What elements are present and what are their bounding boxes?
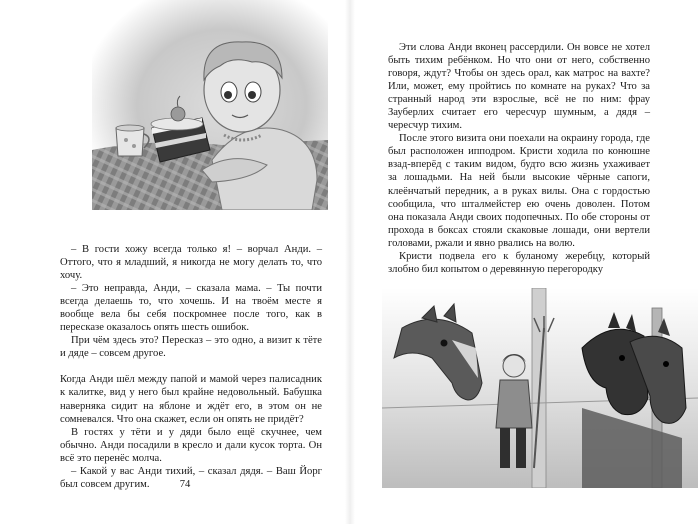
- paragraph: Эти слова Анди вконец рассердили. Он вовсе не хотел быть тихим ребёнком. Но что они от него, собственно говоря, ждут? Чтобы он здесь орал, как матрос на вахте? Или, может, ему пройтись по комнате на руках? Что за странный народ эти взрослые, всё не по ним: фрау Зауберлих считает его чересчур шумным, а дядя – чересчур тихим.: [388, 42, 650, 132]
- paragraph: После этого визита они поехали на окраину города, где был расположен ипподром. Кристи ходила по конюшне взад-вперёд с таким видом, будто всю жизнь ухаживает за лошадьми. На ней были высокие чёрные сапоги, клеёнчатый передник, а в руках вилы. Она с гордостью сообщила, что шталмейстер ею очень доволен. Потом она показала Анди своих подопечных. По обе стороны от прохода в боксах стояли скаковые лошади, они вертели головами, ржали и явно рвались на волю.: [388, 133, 650, 249]
- paragraph: – В гости хожу всегда только я! – ворчал Анди. – Оттого, что я младший, я никогда не могу делать то, что хочу.: [60, 244, 322, 282]
- horses-girl-illustration: [382, 288, 698, 488]
- right-page: [352, 0, 699, 524]
- paragraph: В гостях у тёти и у дяди было ещё скучнее, чем обычно. Анди посадили в кресло и дали кусок торта. Он всё это перенёс молча.: [60, 426, 322, 464]
- paragraph: – Это неправда, Анди, – сказала мама. – Ты почти всегда делаешь то, что хочешь. И на твоём месте я вообще вела бы себя поскромнее после того, как в пересказе оказалось опять шесть ошибок.: [60, 283, 322, 334]
- paragraph: – Какой у вас Анди тихий, – сказал дядя. – Ваш Йорг был совсем другим.: [60, 465, 322, 490]
- paragraph: Кристи подвела его к буланому жеребцу, который злобно бил копытом о деревянную перегородку: [388, 250, 650, 275]
- cake-boy-illustration: [92, 0, 328, 210]
- page-number: 74: [179, 479, 191, 490]
- left-page-text: [60, 243, 322, 491]
- paragraph: При чём здесь это? Пересказ – это одно, а визит к тёте и дяде – совсем другое.: [60, 335, 322, 360]
- left-page: [0, 0, 348, 524]
- paragraph: Когда Анди шёл между папой и мамой через палисадник к калитке, вид у него был крайне недовольный. Бабушка наверняка сидит на яблоне и ждёт его, в этом он не сомневался. Что она скажет, если он опять не придёт?: [60, 374, 322, 425]
- right-page-text: [388, 41, 650, 276]
